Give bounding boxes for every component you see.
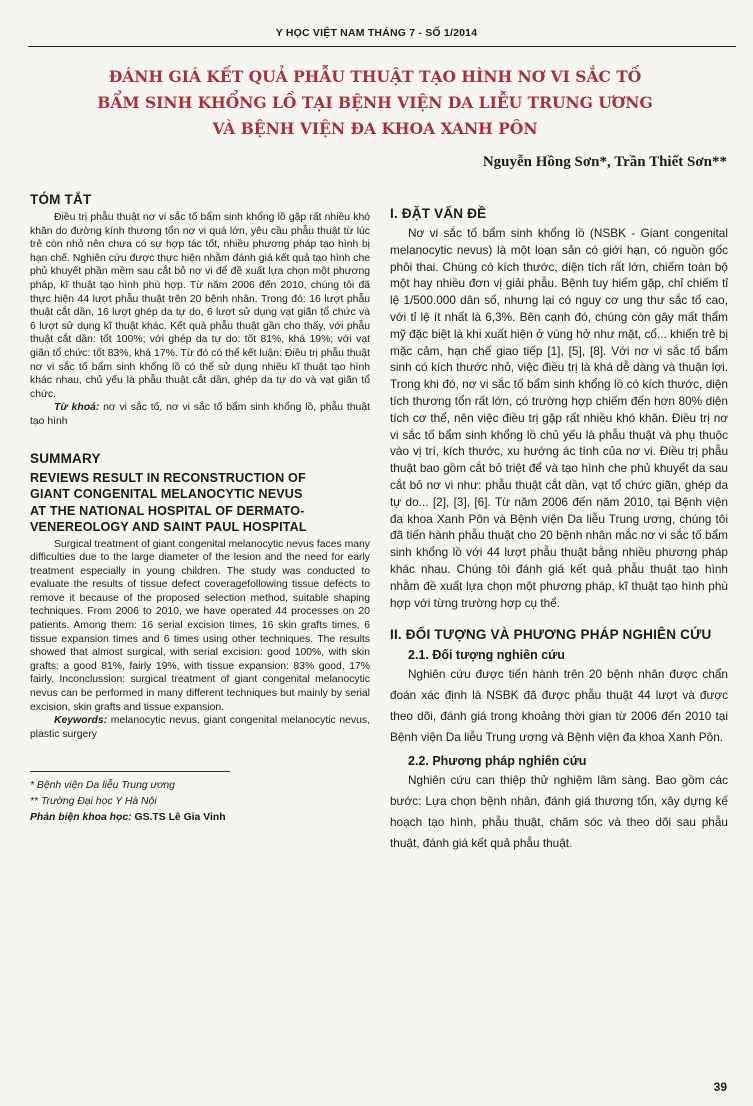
keywords-label: Từ khoá: xyxy=(54,402,100,414)
reviewer xyxy=(30,810,370,826)
section-1-text: Nơ vi sắc tố bẩm sinh khổng lồ (NSBK - Giant congenital melanocytic nevus) là một loạn sản có giới hạn, có nguồn gốc phôi thai. Chúng có kích thước, diện tích rất lớn, chiếm toàn bộ một hay nhiều đơn vị giải phẫu. Bệnh tuy hiếm gặp, chỉ chiếm tỉ lệ 1/500.000 dân số, nhưng lại có nguy cơ ung thư sắc tố cao, với tỉ lệ ít nhất là 6,3%. Bên cạnh đó, chúng còn gây mất thẩm mỹ đặc biệt là khi xuất hiện ở vùng hở như mặt, cổ... khiến trẻ bị mặc cảm, hạn chế giao tiếp [1], [5], [8]. Với nơ vi sắc tố bẩm sinh có kích thước nhỏ, việc điều trị là khá dễ dàng và thuận lợi. Trong khi đó, nơ vi sắc tố bẩm sinh khổng lồ có kích thước, diện tích thương tổn rất lớn, có trường hợp chiếm đến hơn 80% diện tích cơ thể, nên việc điều trị gặp rất nhiều khó khăn. Điều trị nơ vi sắc tố bẩm sinh khổng lồ chủ yếu là phẫu thuật và phụ thuộc vào vị trí, kích thước, xu hướng ác tính của nơ vi. Điều trị phẫu thuật bao gồm cắt bỏ triệt để và tạo hình che phủ khuyết da sau cắt bỏ nơ vi như: phẫu thuật cắt dần, vạt tổ chức giãn, ghép da tự do... [2], [3], [6]. Từ năm 2006 đến năm 2010, tại Bệnh viện đa khoa Xanh Pôn và Bệnh viện Da liễu Trung ương, chúng tôi đã tiến hành phẫu thuật cho 20 bệnh nhân mắc nơ vi sắc tố bẩm sinh khổng lồ với 44 lượt phẫu thuật bằng nhiều phương pháp khác nhau. Chúng tôi đánh giá kết quả phẫu thuật tạo hình nhằm đề xuất lựa chọn một phương pháp, kĩ thuật tạo hình phù hợp với từng trường hợp cụ thể. xyxy=(390,226,728,610)
summary-title-line: REVIEWS RESULT IN RECONSTRUCTION OF xyxy=(30,470,306,485)
affiliation-2: ** Trường Đại học Y Hà Nội xyxy=(30,796,157,808)
keywords-text: nơ vi sắc tố, nơ vi sắc tố bẩm sinh khổng lồ, phẫu thuật tạo hình xyxy=(30,402,370,427)
subsection-2-1-heading: 2.1. Đối tượng nghiên cứu xyxy=(408,648,565,663)
footnotes xyxy=(30,771,370,826)
abstract-vi-heading: TÓM TẮT xyxy=(30,192,92,207)
summary-title-line: AT THE NATIONAL HOSPITAL OF DERMATO- xyxy=(30,503,305,518)
summary-title xyxy=(30,470,370,536)
reviewer-name: GS.TS Lê Gia Vinh xyxy=(134,812,226,824)
summary-keywords xyxy=(30,714,370,741)
subsection-2-1-text: Nghiên cứu được tiến hành trên 20 bệnh nhân được chẩn đoán xác định là NSBK đã được phẫu thuật 44 lượt và được theo dõi, đánh giá trong khoảng thời gian từ 2006 đến 2010 tại Bệnh viện Da liễu Trung ương và Bệnh viện đa khoa Xanh Pôn. xyxy=(390,667,728,745)
running-header: Y HỌC VIỆT NAM THÁNG 7 - SỐ 1/2014 xyxy=(275,27,478,39)
section-1-heading: I. ĐẶT VẤN ĐỀ xyxy=(390,206,487,221)
keywords-text: melanocytic nevus, giant congenital melanocytic nevus, plastic surgery xyxy=(30,715,370,740)
footnote-rule xyxy=(30,771,230,772)
title-line: BẨM SINH KHỔNG LỒ TẠI BỆNH VIỆN DA LIỄU TRUNG ƯƠNG xyxy=(97,93,653,112)
right-column xyxy=(390,206,728,854)
section-2-heading: II. ĐỐI TƯỢNG VÀ PHƯƠNG PHÁP NGHIÊN CỨU xyxy=(390,627,712,643)
article-title xyxy=(30,64,720,142)
reviewer-label: Phản biện khoa học: xyxy=(30,812,132,824)
abstract-vi-keywords xyxy=(30,401,370,428)
summary-en xyxy=(30,451,370,742)
subsection-2-2-text: Nghiên cứu can thiệp thử nghiệm lâm sàng. Bao gồm các bước: Lựa chọn bệnh nhân, đánh giá thương tổn, xây dựng kế hoạch tạo hình, phẫu thuật, chăm sóc và theo dõi sau phẫu thuật, đánh giá kết quả phẫu thuật. xyxy=(390,773,728,851)
section-2 xyxy=(390,627,728,854)
page-number: 39 xyxy=(713,1080,727,1094)
keywords-label: Keywords: xyxy=(54,715,108,727)
summary-title-line: GIANT CONGENITAL MELANOCYTIC NEVUS xyxy=(30,487,303,501)
abstract-vi-text: Điều trị phẫu thuật nơ vi sắc tố bẩm sinh khổng lồ gặp rất nhiều khó khăn do đường kính thương tổn nơ vi quá lớn, yêu cầu phẫu thuật từ lúc trẻ còn nhỏ nên chưa có sự hợp tác tốt, nhiều phương pháp tạo hình bị hạn chế. Nghiên cứu được thực hiện nhằm đánh giá kết quả tạo hình che phủ khuyết phần mềm sau cắt bỏ nơ vi để đề xuất lựa chọn một phương pháp, kĩ thuật tạo hình phù hợp. Từ năm 2006 đến 2010, chúng tôi đã thực hiện 44 lượt phẫu thuật trên 20 bệnh nhân. Trong đó: 16 lượt phẫu thuật cắt dần, 16 lượt ghép da tự do, 6 lượt sử dụng vạt giãn tổ chức và 6 lượt sử dụng kĩ thuật khác. Kết quả phẫu thuật gần cho thấy, với phẫu thuật cắt dần: tốt 100%; với ghép da tự do: tốt 81%, khá 19%; với vạt giãn tổ chức: tốt 83%, khá 17%. Từ đó có thể kết luận: Điều trị phẫu thuật nơ vi sắc tố bẩm sinh khổng lồ có thể sử dụng nhiều kĩ thuật tạo hình khác nhau, chủ yếu là phẫu thuật cắt dần, ghép da tự do và vạt giãn tổ chức. xyxy=(30,212,370,400)
title-line: ĐÁNH GIÁ KẾT QUẢ PHẪU THUẬT TẠO HÌNH NƠ VI SẮC TỐ xyxy=(108,67,642,86)
summary-title-line: VENEREOLOGY AND SAINT PAUL HOSPITAL xyxy=(30,520,307,534)
title-line: VÀ BỆNH VIỆN ĐA KHOA XANH PÔN xyxy=(212,119,538,138)
abstract-vi xyxy=(30,192,370,429)
section-1 xyxy=(390,206,728,611)
header-rule xyxy=(28,46,736,47)
summary-text: Surgical treatment of giant congenital melanocytic nevus faces many difficulties due to the large diameter of the lesion and the need for early treatment especially in young children. The study was conducted to evaluate the results of tissue defect coveragefollowing tissue defects to remove it because of the proposed selection method, suitable shaping techniques. From 2006 to 2010, we have operated 44 processes on 20 patients. Among them: 16 serial excision times, 16 skin grafts times, 6 tissue expansion times and 6 times using other techniques. The results showed that almost surgical, with serial excision: good 100%, with skin grafts: a good 81%, fairly 19%, with tissue expansion: 83% good, 17% fairly. Inconclussion: surgical treatment of giant congenital melanocytic nevus can be performed in many different techniques but mainly by serial excision, skin grafts and tissue expansion. xyxy=(30,538,370,713)
subsection-2-2-heading: 2.2. Phương pháp nghiên cứu xyxy=(408,754,587,769)
summary-heading: SUMMARY xyxy=(30,450,101,466)
affiliation-1: * Bệnh viện Da liễu Trung ương xyxy=(30,780,175,792)
authors: Nguyễn Hồng Sơn*, Trần Thiết Sơn** xyxy=(482,154,727,170)
left-column xyxy=(30,192,370,826)
